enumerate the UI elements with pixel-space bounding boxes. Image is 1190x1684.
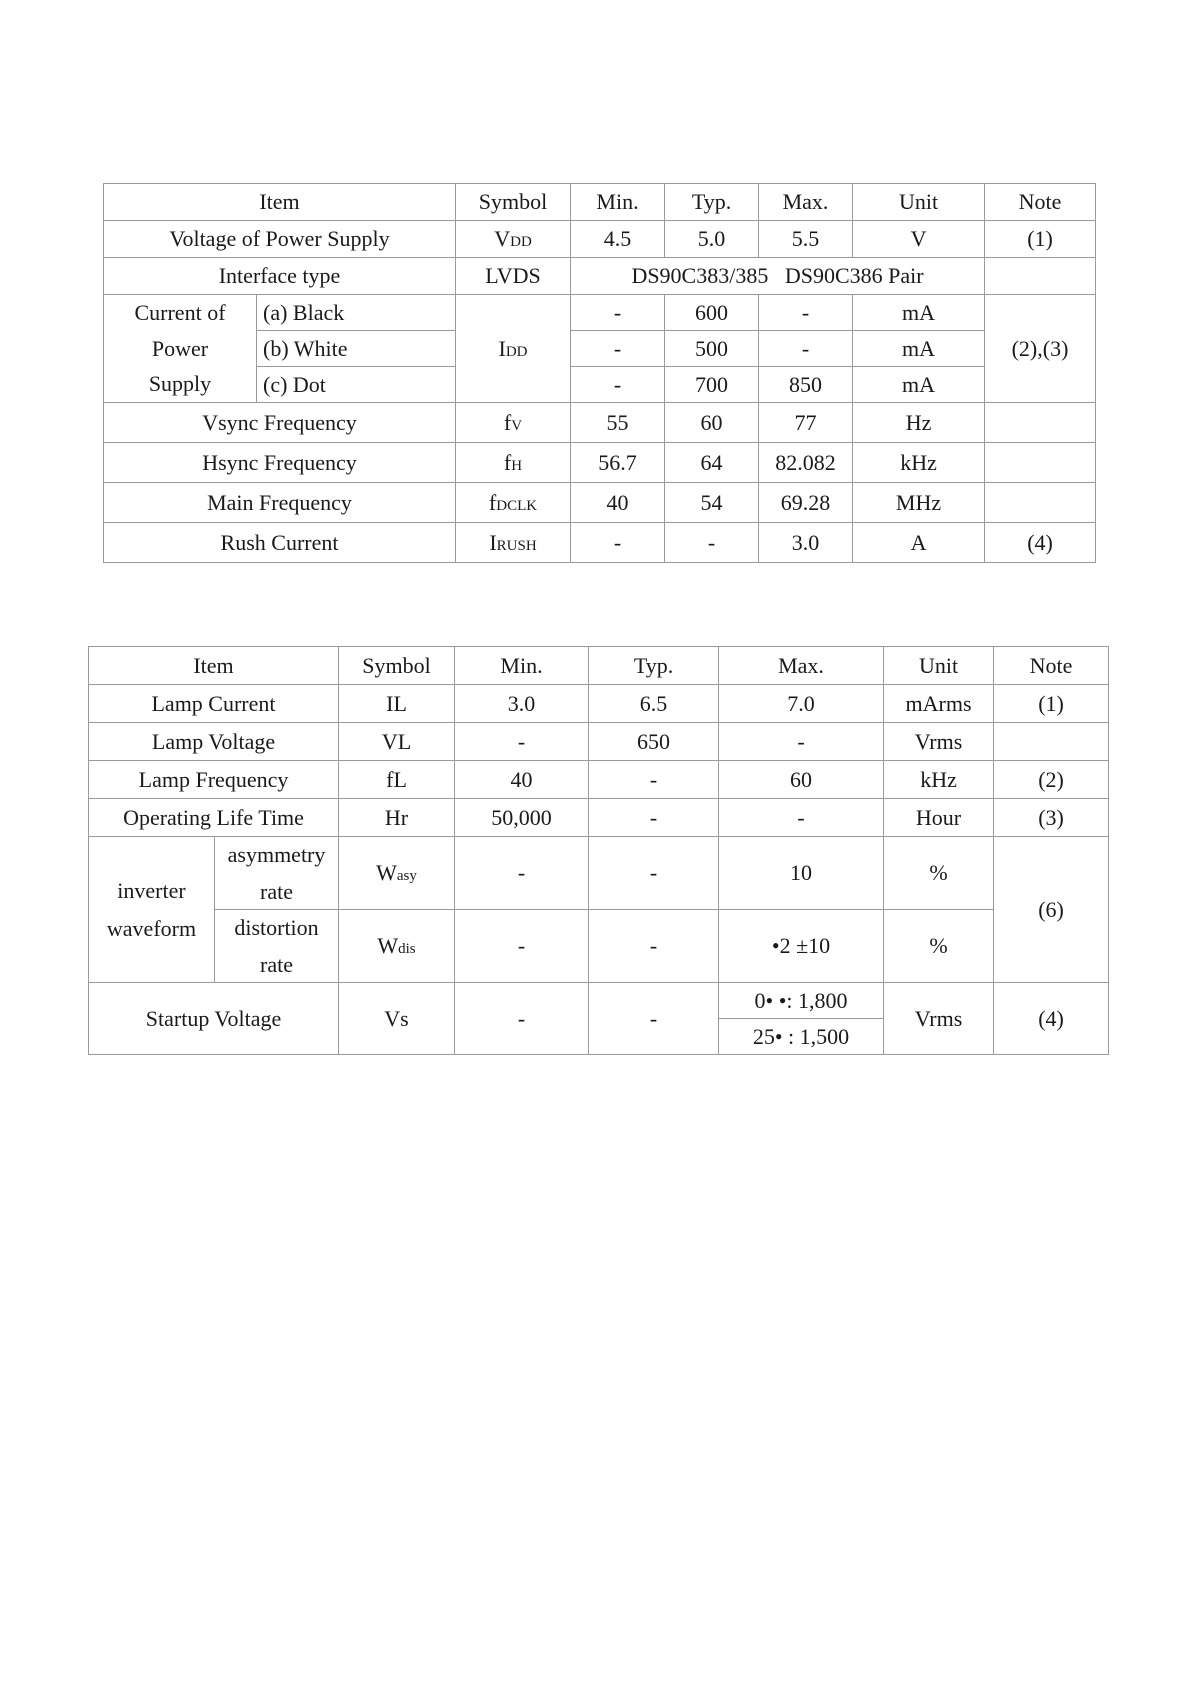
row-max: - [719, 723, 884, 761]
row-typ: 64 [665, 443, 759, 483]
row-symbol: fL [339, 761, 455, 799]
row-max: 850 [759, 367, 853, 403]
table-header-row [104, 184, 1096, 221]
row-min: 56.7 [571, 443, 665, 483]
row-item: Lamp Frequency [89, 761, 339, 799]
header-symbol: Symbol [339, 647, 455, 685]
row-symbol: LVDS [456, 258, 571, 295]
symbol-main: W [376, 860, 397, 886]
row-unit: V [853, 221, 985, 258]
table-row [89, 983, 1109, 1019]
symbol-main: f [503, 409, 512, 435]
header-unit: Unit [884, 647, 994, 685]
symbol-sub: DD [505, 343, 528, 360]
row-min: 4.5 [571, 221, 665, 258]
row-unit: mA [853, 331, 985, 367]
row-typ: 60 [665, 403, 759, 443]
row-unit: % [884, 910, 994, 983]
table-row [104, 403, 1096, 443]
row-symbol [456, 523, 571, 563]
row-symbol [456, 403, 571, 443]
row-max: 60 [719, 761, 884, 799]
row-note [994, 723, 1109, 761]
row-note: (1) [985, 221, 1096, 258]
row-min: 55 [571, 403, 665, 443]
row-max: 69.28 [759, 483, 853, 523]
row-item: Lamp Current [89, 685, 339, 723]
row-max: 82.082 [759, 443, 853, 483]
row-symbol [339, 910, 455, 983]
row-subitem: (c) Dot [257, 367, 456, 403]
row-typ: 650 [589, 723, 719, 761]
row-max: •2 ±10 [719, 910, 884, 983]
table-row [104, 523, 1096, 563]
row-symbol [339, 837, 455, 910]
row-item: Operating Life Time [89, 799, 339, 837]
row-typ: 500 [665, 331, 759, 367]
row-unit: mA [853, 367, 985, 403]
row-min: 3.0 [455, 685, 589, 723]
symbol-main: I [498, 335, 506, 361]
row-unit: Hz [853, 403, 985, 443]
row-typ: - [589, 910, 719, 983]
group-line: Supply [148, 371, 212, 397]
table-row [89, 910, 1109, 983]
row-symbol [456, 443, 571, 483]
row-item: Hsync Frequency [104, 443, 456, 483]
row-item: Main Frequency [104, 483, 456, 523]
row-item: Startup Voltage [89, 983, 339, 1055]
row-subitem: (b) White [257, 331, 456, 367]
power-supply-spec-table [103, 183, 1096, 563]
header-symbol: Symbol [456, 184, 571, 221]
row-note: (4) [985, 523, 1096, 563]
row-symbol: IL [339, 685, 455, 723]
row-max: 25• : 1,500 [719, 1019, 884, 1055]
row-unit: MHz [853, 483, 985, 523]
interface-value: DS90C383/385 DS90C386 Pair [571, 258, 985, 295]
row-note: (3) [994, 799, 1109, 837]
row-note: (6) [994, 837, 1109, 983]
row-typ: 6.5 [589, 685, 719, 723]
row-unit: mA [853, 295, 985, 331]
row-min: - [455, 910, 589, 983]
row-item: Rush Current [104, 523, 456, 563]
row-max: 0• •: 1,800 [719, 983, 884, 1019]
row-typ: - [665, 523, 759, 563]
row-min: 50,000 [455, 799, 589, 837]
row-min: - [455, 837, 589, 910]
table-row [104, 483, 1096, 523]
row-min: - [571, 523, 665, 563]
table-row [104, 221, 1096, 258]
table-row [89, 723, 1109, 761]
row-max: 3.0 [759, 523, 853, 563]
subitem-line: distortion [234, 915, 319, 940]
subitem-line: rate [260, 951, 293, 977]
header-note: Note [985, 184, 1096, 221]
header-item: Item [104, 184, 456, 221]
header-item: Item [89, 647, 339, 685]
header-max: Max. [719, 647, 884, 685]
table-row [89, 761, 1109, 799]
row-subitem [215, 910, 339, 983]
symbol-sub: dis [398, 941, 416, 958]
row-item: Lamp Voltage [89, 723, 339, 761]
row-note: (2),(3) [985, 295, 1096, 403]
group-line: inverter [117, 878, 186, 903]
row-min: - [455, 983, 589, 1055]
current-group-label [104, 295, 257, 403]
table-row [104, 295, 1096, 331]
row-unit: Vrms [884, 723, 994, 761]
table-header-row [89, 647, 1109, 685]
table-row [104, 443, 1096, 483]
row-typ: 600 [665, 295, 759, 331]
row-symbol: Hr [339, 799, 455, 837]
row-min: - [571, 367, 665, 403]
row-symbol [456, 221, 571, 258]
row-unit: Hour [884, 799, 994, 837]
header-min: Min. [455, 647, 589, 685]
row-note [985, 403, 1096, 443]
row-item: Voltage of Power Supply [104, 221, 456, 258]
row-subitem [215, 837, 339, 910]
row-min: - [455, 723, 589, 761]
row-note [985, 483, 1096, 523]
row-typ: 54 [665, 483, 759, 523]
row-note [985, 258, 1096, 295]
inverter-group-label [89, 837, 215, 983]
group-line: waveform [106, 915, 197, 941]
header-max: Max. [759, 184, 853, 221]
symbol-sub: H [511, 457, 523, 474]
symbol-sub: DCLK [496, 497, 538, 514]
row-max: - [759, 331, 853, 367]
row-note [985, 443, 1096, 483]
row-symbol [456, 483, 571, 523]
row-item: Vsync Frequency [104, 403, 456, 443]
symbol-sub: V [511, 417, 523, 434]
table-row [104, 258, 1096, 295]
symbol-main: W [377, 933, 399, 959]
header-typ: Typ. [589, 647, 719, 685]
row-symbol [456, 295, 571, 403]
row-unit: % [884, 837, 994, 910]
row-unit: A [853, 523, 985, 563]
symbol-main: I [489, 529, 497, 555]
row-item: Interface type [104, 258, 456, 295]
table-row [89, 799, 1109, 837]
row-max: 7.0 [719, 685, 884, 723]
symbol-sub: DD [510, 234, 532, 251]
symbol-sub: asy [396, 868, 417, 885]
row-min: 40 [571, 483, 665, 523]
row-unit: kHz [853, 443, 985, 483]
table-row [89, 837, 1109, 910]
group-line: Current of [134, 300, 226, 326]
table-row [89, 685, 1109, 723]
row-typ: - [589, 837, 719, 910]
row-subitem: (a) Black [257, 295, 456, 331]
row-unit: mArms [884, 685, 994, 723]
symbol-sub: RUSH [496, 537, 537, 554]
symbol-main: V [494, 226, 511, 252]
header-typ: Typ. [665, 184, 759, 221]
group-line: Power [151, 335, 209, 361]
row-symbol: Vs [339, 983, 455, 1055]
row-note: (2) [994, 761, 1109, 799]
row-min: - [571, 295, 665, 331]
row-min: 40 [455, 761, 589, 799]
row-min: - [571, 331, 665, 367]
row-note: (1) [994, 685, 1109, 723]
header-min: Min. [571, 184, 665, 221]
header-unit: Unit [853, 184, 985, 221]
row-typ: - [589, 983, 719, 1055]
subitem-line: rate [260, 878, 293, 904]
row-symbol: VL [339, 723, 455, 761]
subitem-line: asymmetry [227, 842, 326, 867]
row-note: (4) [994, 983, 1109, 1055]
row-max: - [759, 295, 853, 331]
row-max: 5.5 [759, 221, 853, 258]
row-typ: - [589, 799, 719, 837]
lamp-spec-table [88, 646, 1109, 1055]
symbol-main: f [488, 489, 497, 515]
row-unit: kHz [884, 761, 994, 799]
header-note: Note [994, 647, 1109, 685]
row-typ: 5.0 [665, 221, 759, 258]
row-max: 10 [719, 837, 884, 910]
row-max: - [719, 799, 884, 837]
row-unit: Vrms [884, 983, 994, 1055]
row-typ: 700 [665, 367, 759, 403]
row-max: 77 [759, 403, 853, 443]
symbol-main: f [503, 449, 512, 475]
row-typ: - [589, 761, 719, 799]
